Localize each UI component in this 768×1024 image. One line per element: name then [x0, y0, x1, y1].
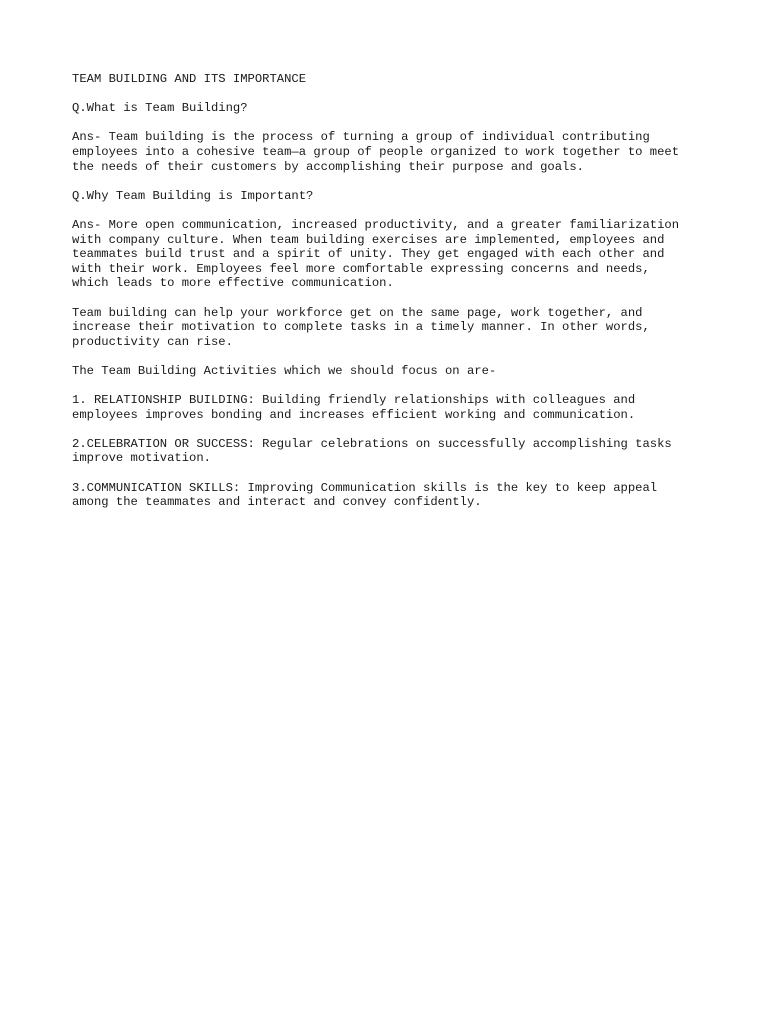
list-item-relationship-building: [72, 393, 712, 422]
text-line: the needs of their customers by accomplishing their purpose and goals.: [72, 159, 584, 174]
document-title: [72, 72, 712, 87]
text-line: The Team Building Activities which we should focus on are-: [72, 363, 497, 378]
text-line: employees improves bonding and increases efficient working and communication.: [72, 407, 636, 422]
title-line: TEAM BUILDING AND ITS IMPORTANCE: [72, 72, 307, 86]
text-line: Q.What is Team Building?: [72, 101, 248, 116]
text-line: productivity can rise.: [72, 334, 233, 349]
text-line: with their work. Employees feel more comfortable expressing concerns and needs,: [72, 261, 650, 276]
text-line: employees into a cohesive team—a group of people organized to work together to meet: [72, 144, 680, 159]
paragraph-productivity: [72, 306, 712, 350]
text-line: with company culture. When team building exercises are implemented, employees and: [72, 232, 665, 247]
answer-1: [72, 130, 712, 174]
text-line: increase their motivation to complete tasks in a timely manner. In other words,: [72, 320, 650, 335]
text-line: 3.COMMUNICATION SKILLS: Improving Communication skills is the key to keep appeal: [72, 480, 658, 495]
text-line: which leads to more effective communication.: [72, 276, 394, 291]
text-line: 2.CELEBRATION OR SUCCESS: Regular celebrations on successfully accomplishing tasks: [72, 436, 672, 451]
document-body: [72, 72, 712, 524]
text-line: Q.Why Team Building is Important?: [72, 188, 314, 203]
list-item-celebration: [72, 437, 712, 466]
question-2: [72, 189, 712, 204]
text-line: Team building can help your workforce get on the same page, work together, and: [72, 305, 643, 320]
question-1: [72, 101, 712, 116]
list-item-communication-skills: [72, 481, 712, 510]
text-line: teammates build trust and a spirit of unity. They get engaged with each other and: [72, 247, 665, 262]
answer-2: [72, 218, 712, 291]
text-line: improve motivation.: [72, 451, 211, 466]
text-line: 1. RELATIONSHIP BUILDING: Building friendly relationships with colleagues and: [72, 393, 636, 408]
text-line: Ans- More open communication, increased productivity, and a greater familiarization: [72, 217, 680, 232]
text-line: Ans- Team building is the process of turning a group of individual contributing: [72, 130, 650, 145]
activities-intro: [72, 364, 712, 379]
text-line: among the teammates and interact and convey confidently.: [72, 495, 482, 510]
